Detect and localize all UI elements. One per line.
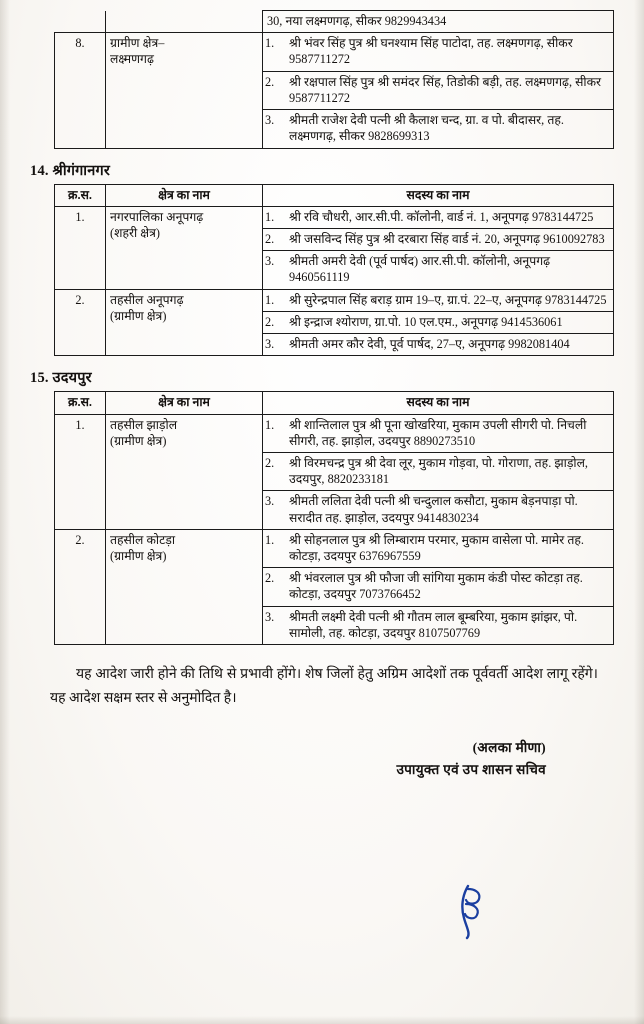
continued-table: [54, 10, 614, 149]
row-area: [106, 33, 263, 148]
member-item: [263, 568, 613, 606]
table-row-orphan: [55, 11, 614, 33]
scan-edge-bottom: [0, 1016, 644, 1024]
row-serial: 1.: [55, 414, 106, 529]
member-text: श्री विरमचन्द्र पुत्र श्री देवा लूर, मुकाम गोड़वा, पो. गोराणा, तह. झाड़ोल, उदयपुर, 8820233181: [287, 452, 613, 490]
row-serial: 8.: [55, 33, 106, 148]
member-item: [263, 530, 613, 568]
member-text: श्री सुरेन्द्रपाल सिंह बराड़ ग्राम 19–ए, ग्रा.पं. 22–ए, अनूपगढ़ 9783144725: [289, 292, 607, 307]
signatory-name: (अलका मीणा): [472, 740, 546, 756]
area-line: तहसील झाड़ोल: [110, 417, 178, 432]
table-header-row: [55, 184, 614, 206]
table-row: [55, 206, 614, 289]
member-item: [263, 33, 613, 71]
member-item: [263, 251, 613, 289]
member-item: [263, 491, 613, 529]
table-row: [55, 414, 614, 529]
row-members: [263, 289, 614, 356]
member-number: 3.: [263, 491, 287, 529]
section-table-udaipur: [54, 391, 614, 645]
area-line: लक्ष्मणगढ़: [110, 52, 154, 67]
member-item: [263, 334, 613, 356]
column-header-member: सदस्य का नाम: [263, 392, 614, 414]
row-members: [263, 206, 614, 289]
section-heading-sriganganagar: 14. श्रीगंगानगर: [30, 162, 110, 179]
member-number: 1.: [265, 292, 275, 307]
member-item: [263, 207, 613, 229]
row-area: [106, 289, 263, 356]
scan-edge-left: [0, 0, 10, 1024]
area-line: तहसील कोटड़ा: [110, 532, 176, 547]
member-number: 1.: [265, 532, 275, 547]
member-text: श्री शान्तिलाल पुत्र श्री पूना खोखरिया, मुकाम उपली सीगरी पो. निचली सीगरी, तह. झाड़ोल, उदयपुर 8890273510: [289, 417, 587, 448]
column-header-area: क्षेत्र का नाम: [106, 392, 263, 414]
closing-paragraph: यह आदेश जारी होने की तिथि से प्रभावी होंगे। शेष जिलों हेतु अग्रिम आदेशों तक पूर्ववर्ती आदेश लागू रहेंगे। यह आदेश सक्षम स्तर से अनुमोदित है।: [50, 667, 598, 707]
member-number: 2.: [263, 71, 287, 109]
row-area: [106, 414, 263, 529]
table-header-row: [55, 392, 614, 414]
member-text: श्रीमती लक्ष्मी देवी पत्नी श्री गौतम लाल बूम्बरिया, मुकाम झांझर, पो. सामोली, तह. कोटड़ा, उदयपुर 8107507769: [287, 606, 613, 644]
signatory-designation: उपायुक्त एवं उप शासन सचिव: [396, 762, 546, 778]
section-table-sriganganagar: [54, 184, 614, 357]
member-number: 2.: [263, 311, 287, 333]
row-area: [106, 206, 263, 289]
row-members: [263, 414, 614, 529]
member-number: 3.: [263, 251, 287, 289]
section-heading-udaipur: 15. उदयपुर: [30, 370, 92, 387]
row-serial: 2.: [55, 529, 106, 644]
member-text: श्री भंवर सिंह पुत्र श्री घनश्याम सिंह पाटोदा, तह. लक्ष्मणगढ़, सीकर 9587711272: [289, 36, 573, 67]
area-line: (ग्रामीण क्षेत्र): [110, 433, 167, 448]
member-number: 1.: [265, 36, 275, 51]
area-line: (शहरी क्षेत्र): [110, 225, 160, 240]
table-row: [55, 529, 614, 644]
area-line: तहसील अनूपगढ़: [110, 292, 184, 307]
row-members: [263, 529, 614, 644]
member-text: श्री जसविन्द सिंह पुत्र श्री दरबारा सिंह वार्ड नं. 20, अनूपगढ़ 9610092783: [287, 228, 613, 250]
column-header-area: क्षेत्र का नाम: [106, 184, 263, 206]
member-item: [263, 290, 613, 312]
member-text: श्री भंवरलाल पुत्र श्री फौजा जी सांगिया मुकाम कंडी पोस्ट कोटड़ा तह. कोटड़ा, उदयपुर 7073766452: [287, 568, 613, 606]
handwritten-signature-icon: [448, 884, 494, 940]
column-header-serial: क्र.स.: [55, 184, 106, 206]
member-text: श्रीमती ललिता देवी पत्नी श्री चन्दुलाल कसौटा, मुकाम बेड़नपाड़ा पो. सरादीत तह. झाड़ोल, उदयपुर 9414830234: [287, 491, 613, 529]
row-area: [106, 529, 263, 644]
signature-block: [20, 737, 624, 781]
row-members: [263, 33, 614, 148]
member-text: श्री रवि चौधरी, आर.सी.पी. कॉलोनी, वार्ड नं. 1, अनूपगढ़ 9783144725: [289, 209, 594, 224]
member-text: श्रीमती अमर कौर देवी, पूर्व पार्षद, 27–ए, अनूपगढ़ 9982081404: [287, 334, 613, 356]
member-number: 2.: [263, 568, 287, 606]
area-line: ग्रामीण क्षेत्र–: [110, 36, 165, 51]
area-line: (ग्रामीण क्षेत्र): [110, 308, 167, 323]
table-row: [55, 33, 614, 148]
member-number: 1.: [265, 209, 275, 224]
member-item: [263, 228, 613, 250]
row-serial: 2.: [55, 289, 106, 356]
scan-edge-right: [634, 0, 644, 1024]
member-text: श्री रक्षपाल सिंह पुत्र श्री समंदर सिंह, तिडोकी बड़ी, तह. लक्ष्मणगढ़, सीकर 9587711272: [287, 71, 613, 109]
member-item: [263, 452, 613, 490]
column-header-member: सदस्य का नाम: [263, 184, 614, 206]
member-text: श्री सोहनलाल पुत्र श्री लिम्बाराम परमार, मुकाम वासेला पो. मामेर तह. कोटड़ा, उदयपुर 6376967559: [289, 532, 584, 564]
member-number: 3.: [263, 606, 287, 644]
column-header-serial: क्र.स.: [55, 392, 106, 414]
member-number: 1.: [265, 417, 275, 432]
member-item: [263, 415, 613, 453]
member-number: 2.: [263, 228, 287, 250]
member-item: [263, 311, 613, 333]
member-text: श्री इन्द्राज श्योराण, ग्रा.पो. 10 एल.एम., अनूपगढ़ 9414536061: [287, 311, 613, 333]
orphan-text: 30, नया लक्ष्मणगढ़, सीकर 9829943434: [263, 11, 614, 33]
table-row: [55, 289, 614, 356]
area-line: नगरपालिका अनूपगढ़: [110, 209, 204, 224]
member-text: श्रीमती अमरी देवी (पूर्व पार्षद) आर.सी.पी. कॉलोनी, अनूपगढ़ 9460561119: [287, 251, 613, 289]
member-number: 2.: [263, 452, 287, 490]
member-number: 3.: [263, 334, 287, 356]
member-item: [263, 71, 613, 109]
member-item: [263, 110, 613, 148]
row-serial: 1.: [55, 206, 106, 289]
member-text: श्रीमती राजेश देवी पत्नी श्री कैलाश चन्द, ग्रा. व पो. बीदासर, तह. लक्ष्मणगढ़, सीकर 9828699313: [287, 110, 613, 148]
member-number: 3.: [263, 110, 287, 148]
member-item: [263, 606, 613, 644]
area-line: (ग्रामीण क्षेत्र): [110, 549, 167, 564]
